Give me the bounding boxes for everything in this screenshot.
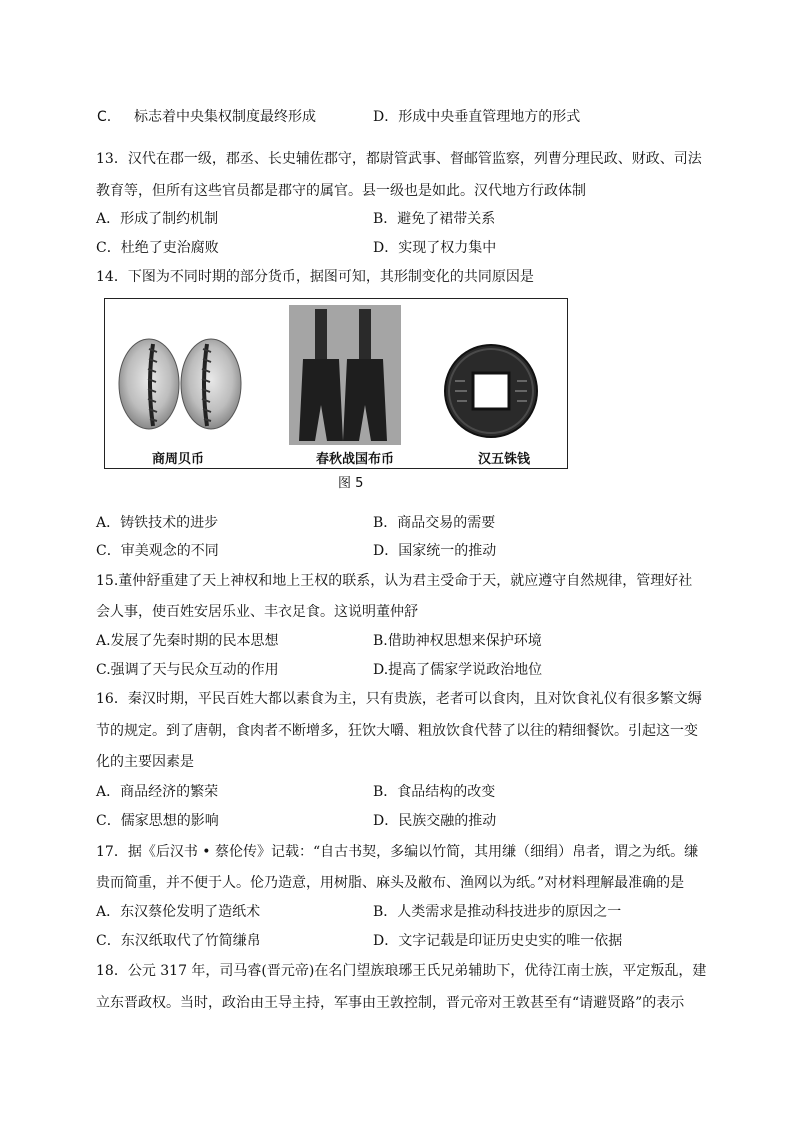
- q16-option-c: C．儒家思想的影响: [96, 813, 219, 829]
- caption-shell-coins: 商周贝币: [152, 452, 205, 467]
- q15-stem-line2: 会人事，使百姓安居乐业、丰衣足食。这说明董仲舒: [96, 604, 418, 620]
- q12-option-c-text: 标志着中央集权制度最终形成: [134, 109, 316, 125]
- q16-stem-line1: 16．秦汉时期，平民百姓大都以素食为主，只有贵族，老者可以食肉，且对饮食礼仪有很多繁文缛: [96, 691, 702, 707]
- q16-option-b: B．食品结构的改变: [373, 784, 496, 800]
- q14-option-a: A．铸铁技术的进步: [96, 515, 219, 531]
- spade-coins-image: [289, 305, 401, 445]
- q17-stem-line2: 贵而简重，并不便于人。伦乃造意，用树脂、麻头及敝布、渔网以为纸。”对材料理解最准确的是: [96, 875, 685, 891]
- caption-wuzhu-coin: 汉五铢钱: [478, 452, 531, 467]
- q16-stem-line3: 化的主要因素是: [96, 754, 194, 770]
- caption-spade-coins: 春秋战国布币: [316, 452, 395, 467]
- q18-stem-line2: 立东晋政权。当时，政治由王导主持，军事由王敦控制，晋元帝对王敦甚至有“请避贤路”的表示: [96, 995, 685, 1011]
- q14-option-b: B．商品交易的需要: [373, 515, 496, 531]
- q13-stem-line1: 13．汉代在郡一级，郡丞、长史辅佐郡守，都尉管武事、督邮管监察，列曹分理民政、财政、司法: [96, 151, 702, 167]
- q16-option-d: D．民族交融的推动: [373, 813, 497, 829]
- figure-label: 图 5: [338, 476, 364, 491]
- q13-option-b: B．避免了裙带关系: [373, 211, 496, 227]
- q15-option-c: C.强调了天与民众互动的作用: [96, 662, 279, 678]
- currency-figure: [104, 298, 568, 469]
- q16-stem-line2: 节的规定。到了唐朝，食肉者不断增多，狂饮大嚼、粗放饮食代替了以往的精细餐饮。引起这一变: [96, 723, 698, 739]
- q17-option-a: A．东汉蔡伦发明了造纸术: [96, 904, 261, 920]
- q17-option-b: B．人类需求是推动科技进步的原因之一: [373, 904, 622, 920]
- q13-option-d: D．实现了权力集中: [373, 240, 497, 256]
- q17-option-c: C．东汉纸取代了竹简缣帛: [96, 933, 261, 949]
- q13-option-c: C．杜绝了吏治腐败: [96, 240, 219, 256]
- q15-option-b: B.借助神权思想来保护环境: [373, 633, 542, 649]
- q18-stem-line1: 18．公元 317 年，司马睿(晋元帝)在名门望族琅琊王氏兄弟辅助下，优待江南士族，平定叛乱，建: [96, 963, 707, 979]
- q15-option-a: A.发展了先秦时期的民本思想: [96, 633, 279, 649]
- q14-option-c: C．审美观念的不同: [96, 543, 219, 559]
- q16-option-a: A．商品经济的繁荣: [96, 784, 219, 800]
- q17-stem-line1: 17．据《后汉书 • 蔡伦传》记载：“自古书契，多编以竹简，其用缣（细绢）帛者，谓之为纸。缣: [96, 844, 699, 860]
- q14-stem-line1: 14．下图为不同时期的部分货币，据图可知，其形制变化的共同原因是: [96, 269, 534, 285]
- q12-option-d: D．形成中央垂直管理地方的形式: [373, 109, 581, 125]
- q13-stem-line2: 教育等，但所有这些官员都是郡守的属官。县一级也是如此。汉代地方行政体制: [96, 183, 586, 199]
- q17-option-d: D．文字记载是印证历史史实的唯一依据: [373, 933, 623, 949]
- q15-option-d: D.提高了儒家学说政治地位: [373, 662, 543, 678]
- q13-option-a: A．形成了制约机制: [96, 211, 219, 227]
- q12-option-c-letter: C.: [97, 109, 112, 125]
- shell-coins-image: [111, 329, 251, 439]
- q14-option-d: D．国家统一的推动: [373, 543, 497, 559]
- wuzhu-coin-image: [441, 341, 541, 441]
- q15-stem-line1: 15.董仲舒重建了天上神权和地上王权的联系，认为君主受命于天，就应遵守自然规律，管理好社: [96, 573, 693, 589]
